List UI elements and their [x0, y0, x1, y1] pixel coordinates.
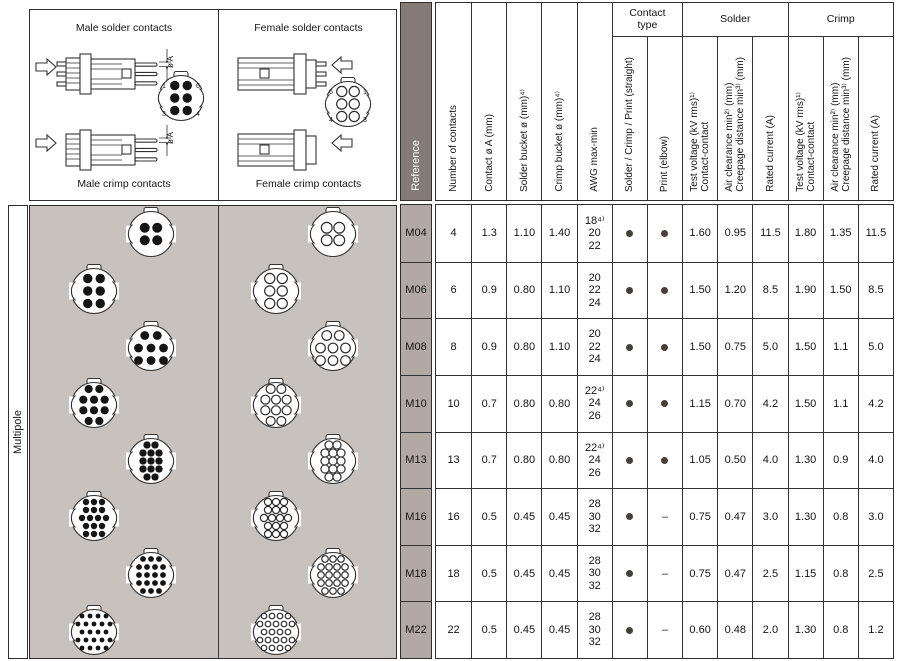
awg-value: 32	[588, 579, 601, 592]
cell-m22-type-straight	[612, 601, 647, 658]
face-contact-number: 6	[196, 83, 200, 90]
cell-m16-solder-bucket: 0.45	[506, 488, 541, 545]
awg-value: 20	[588, 271, 601, 284]
female-solder-label: Female solder contacts	[254, 22, 363, 34]
cell-m10-crimp-bucket: 0.80	[541, 375, 576, 432]
cell-m18-solder-bucket: 0.45	[506, 545, 541, 602]
cell-m08-contacts: 8	[436, 318, 471, 375]
cell-m18-contacts: 18	[436, 545, 471, 602]
cell-m13-contact-dia: 0.7	[471, 432, 506, 489]
contact-type-dot-icon	[626, 570, 633, 577]
awg-value: 22	[588, 340, 601, 353]
face-m13-male	[123, 432, 179, 490]
cell-m16-crimp-tv: 1.30	[788, 488, 823, 545]
cell-m04-crimp-tv: 1.80	[788, 205, 823, 262]
multipole-section-label: Multipole	[8, 205, 28, 659]
cell-m22-solder-bucket: 0.45	[506, 601, 541, 658]
awg-value: 22	[588, 239, 601, 252]
multipole-faces-panel	[29, 205, 397, 659]
reference-cell-m13: M13	[401, 432, 431, 489]
awg-value: 28	[588, 554, 601, 567]
awg-value: 24	[588, 353, 601, 366]
cell-m22-crimp-cl: 0.8	[823, 601, 858, 658]
cell-m22-contacts: 22	[436, 601, 471, 658]
cell-m08-crimp-cl: 1.1	[823, 318, 858, 375]
insertion-arrow-icon	[36, 135, 56, 151]
reference-cell-m16: M16	[401, 488, 431, 545]
awg-value: 30	[588, 510, 601, 523]
col-header-solder-clearance: Air clearance min²⁾ (mm) Creepage distance min³⁾ (mm)	[717, 37, 752, 200]
face-contact-number: 4	[196, 111, 200, 118]
male-crimp-connector-drawing	[66, 130, 157, 170]
cell-m13-solder-tv: 1.05	[682, 432, 717, 489]
cell-m06-type-straight	[612, 262, 647, 319]
col-header-solder-test-voltage: Test voltage (kV rms)¹⁾ Contact-contact	[682, 37, 717, 200]
cell-m18-crimp-tv: 1.15	[788, 545, 823, 602]
awg-value: 24	[588, 454, 601, 467]
face-contact-number: 1	[363, 89, 367, 96]
cell-m10-crimp-rc: 4.2	[858, 375, 893, 432]
cell-m22-crimp-tv: 1.30	[788, 601, 823, 658]
face-contact-number: 6	[329, 89, 333, 96]
cell-m08-solder-cl: 0.75	[717, 318, 752, 375]
cell-m06-solder-tv: 1.50	[682, 262, 717, 319]
awg-value: 24	[588, 296, 601, 309]
cell-m16-contacts: 16	[436, 488, 471, 545]
cell-m18-solder-rc: 2.5	[752, 545, 787, 602]
face-m08-male	[123, 319, 179, 377]
cell-m16-awg	[577, 488, 612, 545]
cell-m06-solder-cl: 1.20	[717, 262, 752, 319]
cell-m13-contacts: 13	[436, 432, 471, 489]
dim-label: ø A	[166, 131, 175, 144]
contact-type-dot-icon	[626, 230, 633, 237]
cell-m13-solder-cl: 0.50	[717, 432, 752, 489]
col-header-crimp-rated-current: Rated current (A)	[858, 37, 893, 200]
col-header-awg: AWG max-min	[577, 3, 612, 200]
cell-m16-type-elbow	[647, 488, 682, 545]
female-crimp-connector-drawing	[238, 130, 316, 170]
cell-m18-type-elbow	[647, 545, 682, 602]
col-header-crimp-clearance: Air clearance min²⁾ (mm) Creepage distance min³⁾ (mm)	[823, 37, 858, 200]
reference-column	[400, 204, 432, 659]
face-m06-female	[248, 262, 304, 320]
contact-type-dash: –	[661, 624, 669, 637]
cell-m22-solder-cl: 0.48	[717, 601, 752, 658]
contact-type-dot-icon	[626, 457, 633, 464]
cell-m13-type-straight	[612, 432, 647, 489]
contact-type-dot-icon	[661, 344, 668, 351]
cell-m06-crimp-cl: 1.50	[823, 262, 858, 319]
cell-m08-solder-tv: 1.50	[682, 318, 717, 375]
face-m08-female	[305, 319, 361, 377]
reference-cell-m18: M18	[401, 545, 431, 602]
face-m06-male	[66, 262, 122, 320]
cell-m16-solder-rc: 3.0	[752, 488, 787, 545]
cell-m18-solder-tv: 0.75	[682, 545, 717, 602]
face-m10-male	[66, 376, 122, 434]
cell-m10-solder-tv: 1.15	[682, 375, 717, 432]
face-m13-female	[305, 432, 361, 490]
cell-m04-crimp-bucket: 1.40	[541, 205, 576, 262]
face-contact-number: 4	[329, 117, 333, 124]
cell-m22-solder-tv: 0.60	[682, 601, 717, 658]
cell-m06-contact-dia: 0.9	[471, 262, 506, 319]
face-m16-male	[66, 489, 122, 547]
cell-m08-type-straight	[612, 318, 647, 375]
cell-m08-crimp-tv: 1.50	[788, 318, 823, 375]
face-m22-female	[248, 603, 304, 661]
reference-cell-m10: M10	[401, 375, 431, 432]
cell-m16-crimp-bucket: 0.45	[541, 488, 576, 545]
cell-m16-contact-dia: 0.5	[471, 488, 506, 545]
cell-m04-contact-dia: 1.3	[471, 205, 506, 262]
cell-m06-crimp-bucket: 1.10	[541, 262, 576, 319]
solder-tabs	[57, 62, 66, 86]
dim-label: ø A	[166, 55, 175, 68]
cell-m16-solder-cl: 0.47	[717, 488, 752, 545]
face-contact-number: 3	[162, 111, 166, 118]
cell-m18-crimp-cl: 0.8	[823, 545, 858, 602]
col-header-solder-rated-current: Rated current (A)	[752, 37, 787, 200]
face-m16-female	[248, 489, 304, 547]
cell-m13-crimp-bucket: 0.80	[541, 432, 576, 489]
face-contact-number: 1	[162, 83, 166, 90]
awg-value: 28	[588, 498, 601, 511]
col-header-number-of-contacts: Number of contacts	[448, 105, 460, 192]
group-header-crimp: Crimp	[788, 3, 893, 37]
reference-cell-m06: M06	[401, 262, 431, 319]
cell-m13-solder-rc: 4.0	[752, 432, 787, 489]
cell-m13-crimp-tv: 1.30	[788, 432, 823, 489]
contact-type-dot-icon	[661, 457, 668, 464]
awg-value: 20	[588, 328, 601, 341]
contact-type-dot-icon	[626, 287, 633, 294]
face-m10-female	[248, 376, 304, 434]
cell-m08-awg	[577, 318, 612, 375]
cell-m06-solder-rc: 8.5	[752, 262, 787, 319]
female-face-view	[320, 75, 376, 133]
awg-value: 30	[588, 623, 601, 636]
cell-m18-contact-dia: 0.5	[471, 545, 506, 602]
face-m04-female	[305, 205, 361, 263]
cell-m10-solder-bucket: 0.80	[506, 375, 541, 432]
contact-type-dot-icon	[626, 400, 633, 407]
cell-m06-crimp-rc: 8.5	[858, 262, 893, 319]
cell-m04-solder-rc: 11.5	[752, 205, 787, 262]
cell-m18-type-straight	[612, 545, 647, 602]
face-m18-female	[305, 546, 361, 604]
cell-m10-contact-dia: 0.7	[471, 375, 506, 432]
reference-cell-m04: M04	[405, 227, 427, 240]
insertion-arrow-icon	[332, 135, 352, 151]
awg-value: 22	[588, 284, 601, 297]
awg-value: 22⁴⁾	[584, 384, 605, 397]
cell-m13-solder-bucket: 0.80	[506, 432, 541, 489]
reference-column-header: Reference	[400, 2, 432, 201]
cell-m13-crimp-rc: 4.0	[858, 432, 893, 489]
col-header-contact-diameter: Contact ø A (mm)	[471, 3, 506, 200]
cell-m04-solder-tv: 1.60	[682, 205, 717, 262]
cell-m22-crimp-bucket: 0.45	[541, 601, 576, 658]
contact-diagram-panel	[29, 9, 397, 201]
awg-value: 24	[588, 397, 601, 410]
insertion-arrow-icon	[36, 59, 56, 75]
cell-m04-contacts: 4	[450, 227, 457, 240]
col-header-type-elbow: Print (elbow)	[647, 37, 682, 200]
panel-divider	[218, 206, 219, 658]
male-solder-label: Male solder contacts	[75, 22, 173, 34]
table-header	[435, 2, 894, 201]
cell-m22-type-elbow	[647, 601, 682, 658]
cell-m18-awg	[577, 545, 612, 602]
cell-m13-type-elbow	[647, 432, 682, 489]
contact-type-dot-icon	[661, 287, 668, 294]
cell-m04-solder-bucket: 1.10	[506, 205, 541, 262]
cell-m10-crimp-cl: 1.1	[823, 375, 858, 432]
male-crimp-label: Male crimp contacts	[77, 178, 171, 190]
face-m18-male	[123, 546, 179, 604]
awg-value: 20	[588, 227, 601, 240]
cell-m10-awg	[577, 375, 612, 432]
cell-m16-solder-tv: 0.75	[682, 488, 717, 545]
awg-value: 22⁴⁾	[584, 441, 605, 454]
cell-m10-contacts: 10	[436, 375, 471, 432]
contact-type-dot-icon	[661, 400, 668, 407]
cell-m04-type-elbow	[647, 205, 682, 262]
cell-m16-crimp-rc: 3.0	[858, 488, 893, 545]
awg-value: 26	[588, 409, 601, 422]
cell-m10-type-straight	[612, 375, 647, 432]
cell-m04-crimp-cl: 1.35	[823, 205, 858, 262]
cell-m22-solder-rc: 2.0	[752, 601, 787, 658]
contact-type-dot-icon	[626, 513, 633, 520]
cell-m04-solder-cl: 0.95	[717, 205, 752, 262]
cell-m18-crimp-bucket: 0.45	[541, 545, 576, 602]
cell-m22-contact-dia: 0.5	[471, 601, 506, 658]
cell-m13-crimp-cl: 0.9	[823, 432, 858, 489]
col-header-crimp-test-voltage: Test voltage (kV rms)¹⁾ Contact-contact	[788, 37, 823, 200]
cell-m18-solder-cl: 0.47	[717, 545, 752, 602]
cell-m18-crimp-rc: 2.5	[858, 545, 893, 602]
contact-type-dash: –	[661, 567, 669, 580]
male-face-view	[153, 69, 209, 127]
cell-m10-crimp-tv: 1.50	[788, 375, 823, 432]
contact-type-dash: –	[661, 510, 669, 523]
contact-type-dot-icon	[661, 230, 668, 237]
cell-m06-awg	[577, 262, 612, 319]
cell-m22-awg	[577, 601, 612, 658]
cell-m13-awg	[577, 432, 612, 489]
col-header-type-straight: Solder / Crimp / Print (straight)	[612, 37, 647, 200]
face-m22-male	[66, 603, 122, 661]
cell-m08-solder-bucket: 0.80	[506, 318, 541, 375]
cell-m06-solder-bucket: 0.80	[506, 262, 541, 319]
table-body	[435, 204, 894, 659]
reference-cell-m22: M22	[401, 601, 431, 658]
awg-value: 32	[588, 636, 601, 649]
awg-value: 32	[588, 523, 601, 536]
awg-value: 26	[588, 466, 601, 479]
cell-m22-crimp-rc: 1.2	[858, 601, 893, 658]
cell-m16-crimp-cl: 0.8	[823, 488, 858, 545]
face-contact-number: 3	[363, 117, 367, 124]
male-solder-connector-drawing	[66, 54, 157, 94]
cell-m06-crimp-tv: 1.90	[788, 262, 823, 319]
contact-type-dot-icon	[626, 344, 633, 351]
insertion-arrow-icon	[332, 57, 352, 73]
cell-m04-type-straight	[612, 205, 647, 262]
cell-m04-awg	[577, 205, 612, 262]
reference-cell-m08: M08	[401, 318, 431, 375]
awg-value: 30	[588, 567, 601, 580]
cell-m08-solder-rc: 5.0	[752, 318, 787, 375]
cell-m10-type-elbow	[647, 375, 682, 432]
col-header-crimp-bucket: Crimp bucket ø (mm)⁴⁾	[541, 3, 576, 200]
cell-m04-crimp-rc: 11.5	[858, 205, 893, 262]
female-crimp-label: Female crimp contacts	[255, 178, 362, 190]
cell-m16-type-straight	[612, 488, 647, 545]
cell-m10-solder-rc: 4.2	[752, 375, 787, 432]
cell-m08-crimp-bucket: 1.10	[541, 318, 576, 375]
cell-m06-contacts: 6	[436, 262, 471, 319]
awg-value: 18⁴⁾	[584, 214, 605, 227]
face-m04-male	[123, 205, 179, 263]
cell-m08-type-elbow	[647, 318, 682, 375]
group-header-solder: Solder	[682, 3, 787, 37]
cell-m08-crimp-rc: 5.0	[858, 318, 893, 375]
col-header-solder-bucket: Solder bucket ø (mm)⁴⁾	[506, 3, 541, 200]
cell-m06-type-elbow	[647, 262, 682, 319]
awg-value: 28	[588, 611, 601, 624]
group-header-contact-type: Contact type	[612, 3, 682, 37]
cell-m10-solder-cl: 0.70	[717, 375, 752, 432]
contact-type-dot-icon	[626, 627, 633, 634]
female-solder-connector-drawing	[238, 54, 316, 94]
cell-m08-contact-dia: 0.9	[471, 318, 506, 375]
